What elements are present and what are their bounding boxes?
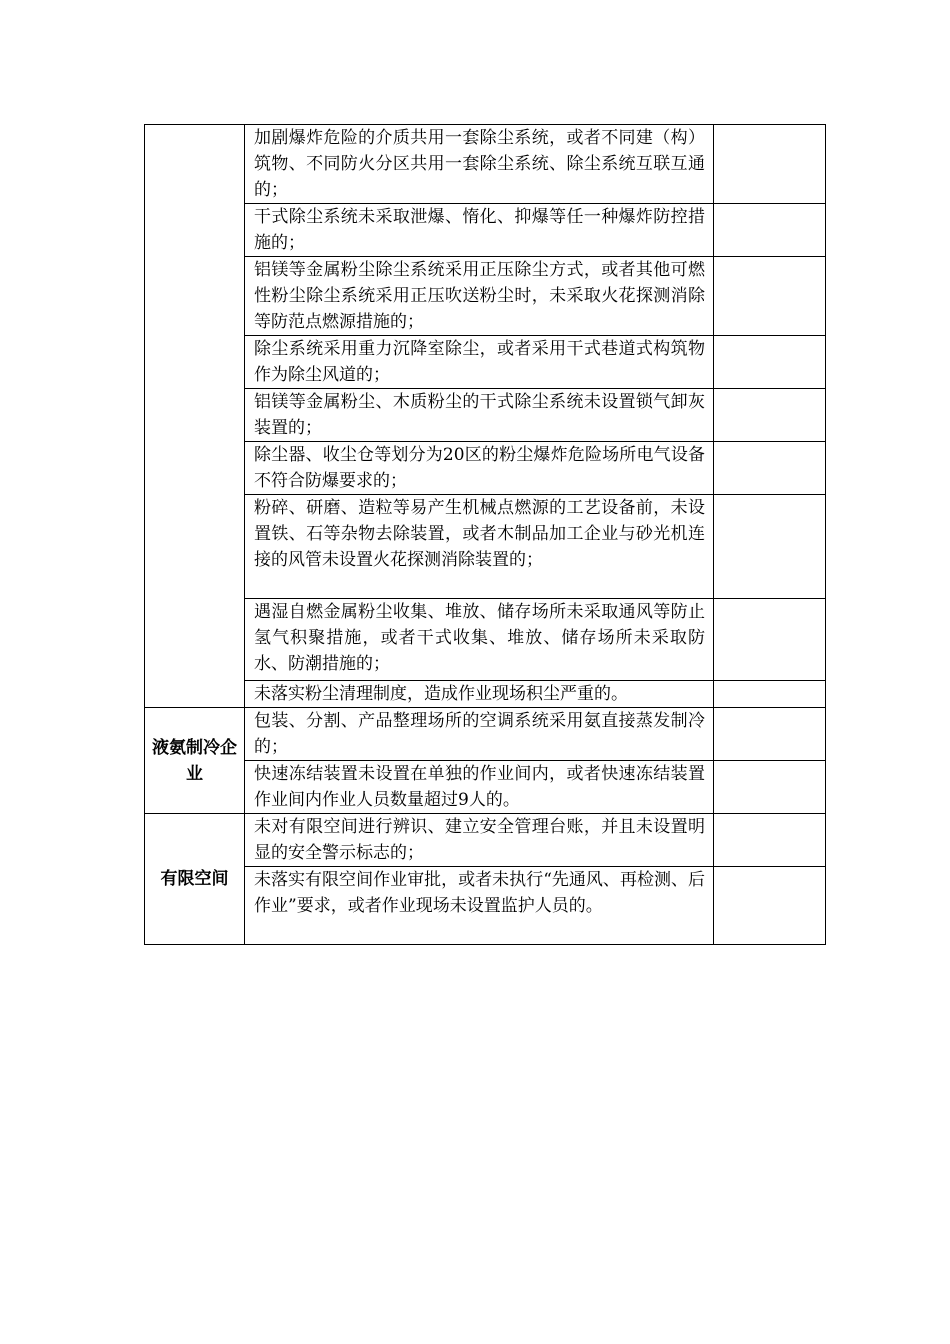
- table-row: [145, 257, 826, 336]
- table-row: [145, 599, 826, 681]
- category-cell-confined-space: 有限空间: [145, 814, 245, 945]
- item-cell: 干式除尘系统未采取泄爆、惰化、抑爆等任一种爆炸防控措施的；: [245, 204, 714, 257]
- item-cell: 未落实粉尘清理制度，造成作业现场积尘严重的。: [245, 681, 714, 708]
- item-cell: 包装、分割、产品整理场所的空调系统采用氨直接蒸发制冷的；: [245, 708, 714, 761]
- item-cell: 除尘器、收尘仓等划分为20区的粉尘爆炸危险场所电气设备不符合防爆要求的；: [245, 442, 714, 495]
- note-cell: [714, 389, 826, 442]
- note-cell: [714, 761, 826, 814]
- table-row: [145, 867, 826, 945]
- category-cell-ammonia: 液氨制冷企业: [145, 708, 245, 814]
- item-cell: 除尘系统采用重力沉降室除尘，或者采用干式巷道式构筑物作为除尘风道的；: [245, 336, 714, 389]
- note-cell: [714, 442, 826, 495]
- item-cell: 未落实有限空间作业审批，或者未执行“先通风、再检测、后作业”要求，或者作业现场未设置监护人员的。: [245, 867, 714, 945]
- table-row: [145, 389, 826, 442]
- table-row: [145, 814, 826, 867]
- item-cell: 快速冻结装置未设置在单独的作业间内，或者快速冻结装置作业间内作业人员数量超过9人的。: [245, 761, 714, 814]
- table-row: [145, 708, 826, 761]
- note-cell: [714, 599, 826, 681]
- item-cell: 未对有限空间进行辨识、建立安全管理台账，并且未设置明显的安全警示标志的；: [245, 814, 714, 867]
- item-cell: 粉碎、研磨、造粒等易产生机械点燃源的工艺设备前，未设置铁、石等杂物去除装置，或者木制品加工企业与砂光机连接的风管未设置火花探测消除装置的；: [245, 495, 714, 599]
- hazard-checklist-table: [144, 124, 826, 945]
- note-cell: [714, 336, 826, 389]
- note-cell: [714, 681, 826, 708]
- note-cell: [714, 257, 826, 336]
- note-cell: [714, 204, 826, 257]
- table-row: [145, 681, 826, 708]
- note-cell: [714, 125, 826, 204]
- item-cell: 铝镁等金属粉尘除尘系统采用正压除尘方式，或者其他可燃性粉尘除尘系统采用正压吹送粉尘时，未采取火花探测消除等防范点燃源措施的；: [245, 257, 714, 336]
- note-cell: [714, 867, 826, 945]
- table-row: [145, 336, 826, 389]
- table-row: [145, 761, 826, 814]
- item-cell: 铝镁等金属粉尘、木质粉尘的干式除尘系统未设置锁气卸灰装置的；: [245, 389, 714, 442]
- table-row: [145, 204, 826, 257]
- item-cell: 加剧爆炸危险的介质共用一套除尘系统，或者不同建（构）筑物、不同防火分区共用一套除尘系统、除尘系统互联互通的；: [245, 125, 714, 204]
- note-cell: [714, 708, 826, 761]
- note-cell: [714, 814, 826, 867]
- item-cell: 遇湿自燃金属粉尘收集、堆放、储存场所未采取通风等防止氢气积聚措施，或者干式收集、堆放、储存场所未采取防水、防潮措施的；: [245, 599, 714, 681]
- table-row: [145, 495, 826, 599]
- table-row: [145, 125, 826, 204]
- table-row: [145, 442, 826, 495]
- note-cell: [714, 495, 826, 599]
- category-cell-dust: [145, 125, 245, 708]
